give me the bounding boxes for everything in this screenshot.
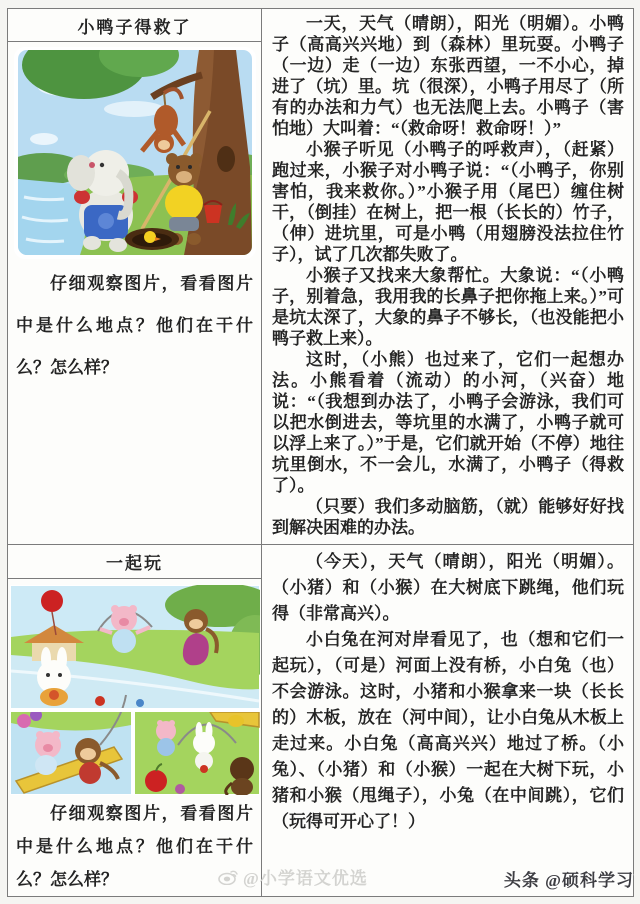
bear-shorts [169,217,199,231]
section2-question: 仔细观察图片，看看图片中是什么地点？他们在干什么？怎么样？ [16,804,253,889]
monkey-back [230,757,254,781]
elephant-sleeve [74,190,90,204]
flower [95,696,105,706]
overalls-pocket [98,213,114,229]
house-wall [32,643,76,661]
story-paragraph: 这时，（小熊）也过来了，它们一起想办法。小熊看着（流动）的小河，（兴奋）地说：“（我想到办法了，小鸭子会游泳，我们可以把水倒进去，等坑里的水满了，小鸭子就可以浮上来了。）”于是，它们就开始（不停）地往坑里倒水，不一会儿，水满了，小鸭子（得救了）。 [272,350,624,495]
pig-snout [119,618,129,626]
bear-ear [166,153,178,165]
bear-muzzle [176,171,192,183]
watermark-toutiao: 头条 @硕科学习 [503,871,634,890]
cloud [104,101,164,117]
elephant-ear [67,155,95,191]
bear-foot [187,233,201,245]
duckling-head [144,231,156,243]
section2-title: 一起玩 [8,545,261,579]
panel-gutter [131,708,135,795]
watermark-weibo [218,864,368,889]
elephant-cheek [89,162,95,168]
weibo-icon [218,868,238,885]
monkey-face [189,619,203,629]
rabbit-ear [57,647,67,671]
tree-hole [217,146,235,172]
red-bucket [204,205,222,223]
rabbit-ear [41,647,51,671]
flower [175,784,185,794]
story-paragraph: 小猴子听见（小鸭子的呼救声），（赶紧）跑过来，小猴子对小鸭子说：“（小鸭子，你别害怕，我来救你。）”小猴子用（尾巴）缠住树干，（倒挂）在树上，把一根（长长的）竹子，（伸）进坑里，可是小鸭（用翅膀没法拉住竹子），试了几次都失败了。 [272,140,624,264]
bear-shirt [165,185,203,221]
comic-panel-top [11,585,260,708]
monkey-face [158,140,170,150]
story-paragraph: （今天），天气（晴朗），阳光（明媚）。（小猪）和（小猴）在大树底下跳绳，他们玩得（非常高兴）。 [272,552,624,623]
rabbit-shoe [200,765,208,773]
bear-eye [176,165,180,169]
flower [49,690,59,700]
yellow-bird [228,715,244,727]
worksheet-table [7,8,634,897]
story-paragraph: （只要）我们多动脑筋，（就）能够好好找到解决困难的办法。 [272,497,624,537]
red-balloon [41,590,63,612]
apple [145,770,167,792]
story-paragraph: 小猴子又找来大象帮忙。大象说：“（小鸭子，别着急，我用我的长鼻子把你拖上来。）”可是坑太深了，大象的鼻子不够长，（也没能把小鸭子救上来）。 [272,266,624,348]
section1-title: 小鸭子得救了 [8,9,261,42]
section1-story [262,9,633,544]
balloon [17,714,31,728]
bear-eye [188,165,192,169]
pig-body [157,738,175,756]
elephant-foot [83,236,101,250]
section-duckling-rescued [8,9,633,545]
section2-left-column [8,545,262,896]
monkey-body [79,762,101,784]
section2-story [262,545,633,896]
elephant-foot [109,238,127,252]
flower [136,699,144,707]
watermark-weibo-text: @小学语文优选 [243,869,368,888]
story-paragraph: 小白兔在河对岸看见了，也（想和它们一起玩），（可是）河面上没有桥，小白兔（也）不会游泳。这时，小猪和小猴拿来一块（长长的）木板，放在（河中间），让小白兔从木板上走过来。小白兔（高高兴兴）地过了桥。（小兔）、（小猪）和（小猴）一起在大树下玩，小猪和小猴（甩绳子），小兔（在中间跳），它们（玩得可开心了！） [272,630,624,831]
cloud [30,133,58,145]
story-paragraph: 一天，天气（晴朗），阳光（明媚）。小鸭子（高高兴兴地）到（森林）里玩耍。小鸭子（一边）走（一边）东张西望，一不小心，掉进了（坑）里。坑（很深），小鸭子用尽了（所有的办法和力气）也无法爬上去。小鸭子（害怕地）大叫着：“（救命呀！救命呀！）” [272,14,624,138]
pig-clothes [112,629,136,653]
comic-panel-bottom-right [135,712,259,795]
elephant-eye [99,163,103,167]
illustration-forest-rescue [14,47,256,259]
section-play-together [8,545,633,896]
section1-left-column [8,9,262,544]
pig-body [35,755,57,775]
section1-question: 仔细观察图片，看看图片中是什么地点？他们在干什么？怎么样？ [16,274,253,377]
illustration-comic-strip [10,585,260,795]
bear-ear [190,153,202,165]
